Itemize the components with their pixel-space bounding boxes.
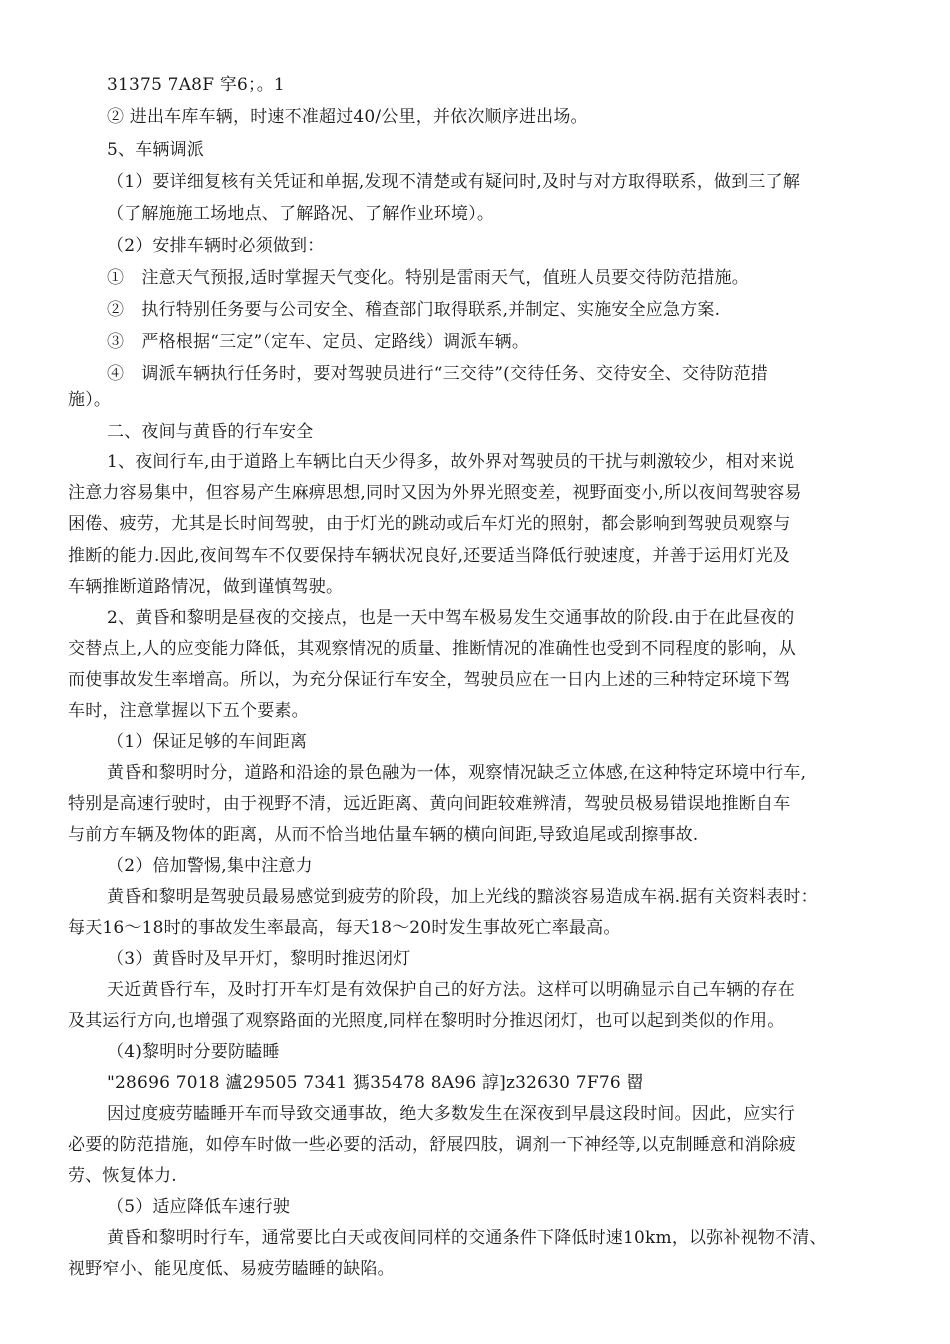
text-line: "28696 7018 瀘29505 7341 獁35478 8A96 諄]z32630 7F76 罶 xyxy=(107,1073,644,1093)
text-line: 31375 7A8F 穻6；。1 xyxy=(107,75,285,95)
text-line: 推断的能力.因此,夜间驾车不仅要保持车辆状况良好,还要适当降低行驶速度，并善于运用灯光及 xyxy=(68,546,791,566)
section-heading: 二、夜间与黄昏的行车安全 xyxy=(107,422,314,442)
text-line: 黄昏和黎明时行车，通常要比白天或夜间同样的交通条件下降低时速10km，以弥补视物不清、 xyxy=(107,1228,827,1248)
text-line: 困倦、疲劳，尤其是长时间驾驶，由于灯光的跳动或后车灯光的照射，都会影响到驾驶员观察与 xyxy=(68,514,791,534)
subsection-heading: （4)黎明时分要防瞌睡 xyxy=(107,1042,280,1062)
section-heading: 5、车辆调派 xyxy=(107,140,205,160)
text-line: 与前方车辆及物体的距离，从而不恰当地估量车辆的横向间距,导致追尾或刮擦事故. xyxy=(68,825,699,845)
text-line: 视野窄小、能见度低、易疲劳瞌睡的缺陷。 xyxy=(68,1259,395,1279)
list-item: ① 注意天气预报,适时掌握天气变化。特别是雷雨天气，值班人员要交待防范措施。 xyxy=(107,268,750,288)
list-item: ④ 调派车辆执行任务时，要对驾驶员进行“三交待”(交待任务、交待安全、交待防范措 xyxy=(107,364,769,384)
text-line: ② 进出车库车辆，时速不准超过40/公里，并依次顺序进出场。 xyxy=(107,107,588,127)
text-line: 必要的防范措施，如停车时做一些必要的活动，舒展四肢，调剂一下神经等,以克制睡意和消除疲 xyxy=(68,1135,797,1155)
text-line: 车辆推断道路情况，做到谨慎驾驶。 xyxy=(68,577,344,597)
text-line: 车时，注意掌握以下五个要素。 xyxy=(68,701,309,721)
text-line: 施）。 xyxy=(68,390,112,410)
text-line: 每天16～18时的事故发生率最高，每天18～20时发生事故死亡率最高。 xyxy=(68,918,621,938)
text-line: 1、夜间行车,由于道路上车辆比白天少得多，故外界对驾驶员的干扰与刺激较少，相对来说 xyxy=(107,452,795,472)
text-line: 及其运行方向,也增强了观察路面的光照度,同样在黎明时分推迟闭灯，也可以起到类似的作用。 xyxy=(68,1011,785,1031)
text-line: （1）要详细复核有关凭证和单据,发现不清楚或有疑问时,及时与对方取得联系，做到三了解 xyxy=(107,172,801,192)
text-line: 劳、恢复体力. xyxy=(68,1166,177,1186)
text-line: 注意力容易集中，但容易产生麻痹思想,同时又因为外界光照变差，视野面变小,所以夜间驾驶容易 xyxy=(68,483,802,503)
text-line: 因过度疲劳瞌睡开车而导致交通事故，绝大多数发生在深夜到早晨这段时间。因此，应实行 xyxy=(107,1104,795,1124)
text-line: 而使事故发生率增高。所以，为充分保证行车安全，驾驶员应在一日内上述的三种特定环境下驾 xyxy=(68,670,791,690)
text-line: （了解施施工场地点、了解路况、了解作业环境）。 xyxy=(107,204,495,224)
subsection-heading: （5）适应降低车速行驶 xyxy=(107,1197,291,1217)
list-item: ② 执行特别任务要与公司安全、稽查部门取得联系,并制定、实施安全应急方案. xyxy=(107,300,721,320)
list-item: ③ 严格根据“三定”（定车、定员、定路线）调派车辆。 xyxy=(107,332,530,352)
subsection-heading: （1）保证足够的车间距离 xyxy=(107,732,308,752)
text-line: 2、黄昏和黎明是昼夜的交接点，也是一天中驾车极易发生交通事故的阶段.由于在此昼夜的 xyxy=(107,608,795,628)
text-line: 特别是高速行驶时，由于视野不清，远近距离、黄向间距较难辨清，驾驶员极易错误地推断自车 xyxy=(68,794,791,814)
text-line: 黄昏和黎明时分，道路和沿途的景色融为一体，观察情况缺乏立体感,在这种特定环境中行车, xyxy=(107,763,807,783)
text-line: 黄昏和黎明是驾驶员最易感觉到疲劳的阶段，加上光线的黯淡容易造成车祸.据有关资料表时： xyxy=(107,887,818,907)
text-line: （2）安排车辆时必须做到： xyxy=(107,236,325,256)
text-line: 交替点上,人的应变能力降低，其观察情况的质量、推断情况的准确性也受到不同程度的影响，从 xyxy=(68,639,797,659)
text-line: 天近黄昏行车，及时打开车灯是有效保护自己的好方法。这样可以明确显示自己车辆的存在 xyxy=(107,980,795,1000)
subsection-heading: （3）黄昏时及早开灯，黎明时推迟闭灯 xyxy=(107,949,411,969)
subsection-heading: （2）倍加警惕,集中注意力 xyxy=(107,856,313,876)
